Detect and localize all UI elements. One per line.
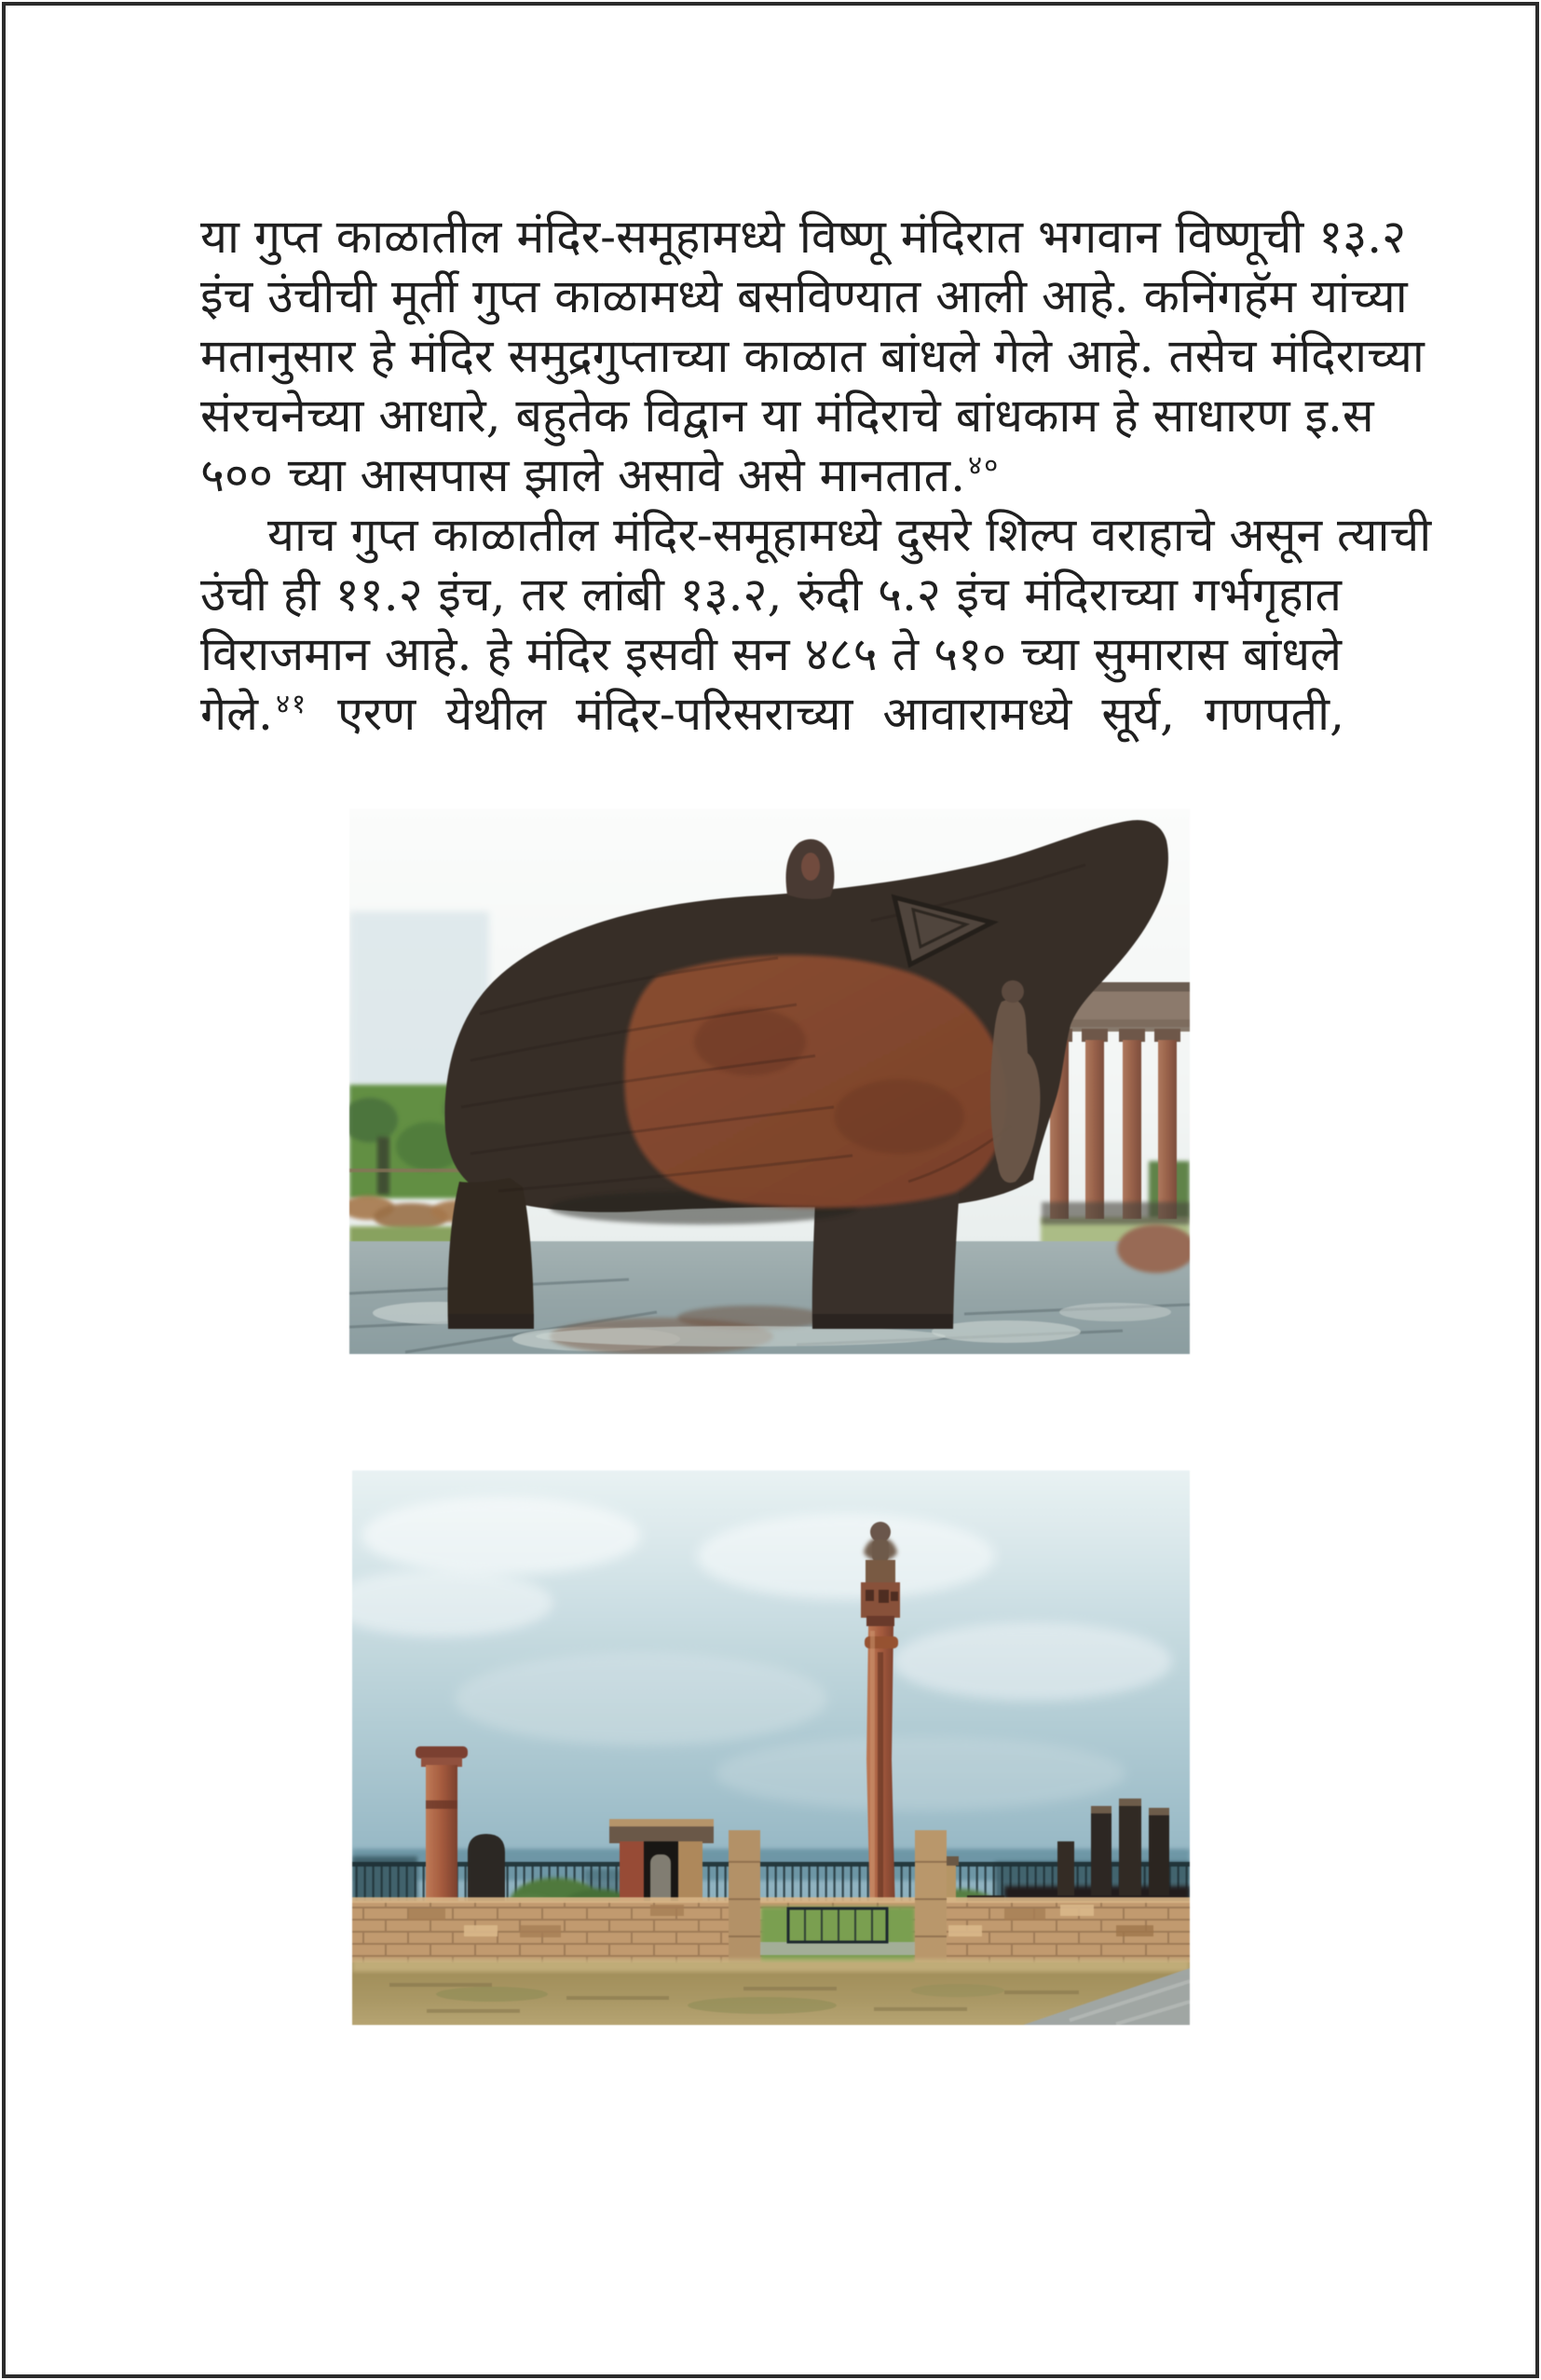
line-text: या गुप्त काळातील मंदिर-समूहामध्ये विष्णू मंदिरात भगवान विष्णूची १३.२ — [200, 210, 1407, 264]
line-text: संरचनेच्या आधारे, बहुतेक विद्वान या मंदिराचे बांधकाम हे साधारण इ.स — [200, 389, 1374, 443]
line-text: मतानुसार हे मंदिर समुद्रगुप्ताच्या काळात बांधले गेले आहे. तसेच मंदिराच्या — [200, 329, 1425, 383]
footnote-ref: ४१ — [275, 688, 308, 720]
line-text: उंची ही ११.२ इंच, तर लांबी १३.२, रुंदी ५.२ इंच मंदिराच्या गर्भगृहात — [200, 568, 1342, 622]
varaha-statue-image — [349, 809, 1190, 1354]
body-line — [200, 386, 1374, 445]
boar-red-patch — [624, 955, 1006, 1208]
body-line — [200, 207, 1407, 267]
body-line — [200, 684, 1344, 744]
line-text: याच गुप्त काळातील मंदिर-समूहामध्ये दुसरे शिल्प वराहाचे असून त्याची — [267, 508, 1432, 562]
varaha-statue-photo — [349, 809, 1190, 1354]
line-text: इंच उंचीची मूर्ती गुप्त काळामध्ये बसविण्यात आली आहे. कनिंगहॅम यांच्या — [200, 269, 1408, 323]
line-text: विराजमान आहे. हे मंदिर इसवी सन ४८५ ते ५१० च्या सुमारास बांधले — [200, 627, 1342, 681]
footnote-ref: ४० — [968, 449, 1001, 482]
eran-pillar-photo — [352, 1470, 1190, 2025]
boar-rear-leg — [448, 1178, 535, 1329]
body-line — [200, 267, 1408, 326]
body-line — [200, 624, 1344, 684]
body-text — [200, 207, 1432, 744]
body-line — [200, 445, 1344, 505]
line-text: गेले. — [200, 687, 273, 741]
line-text: ५०० च्या आसपास झाले असावे असे मानतात. — [200, 448, 966, 502]
eran-pillar-image — [352, 1470, 1190, 2025]
ground — [352, 1959, 1190, 2025]
body-line — [200, 326, 1425, 386]
body-line — [200, 565, 1344, 624]
line-text: एरण येथील मंदिर-परिसराच्या आवारामध्ये सूर्य, गणपती, — [307, 687, 1344, 741]
body-line — [200, 505, 1432, 565]
